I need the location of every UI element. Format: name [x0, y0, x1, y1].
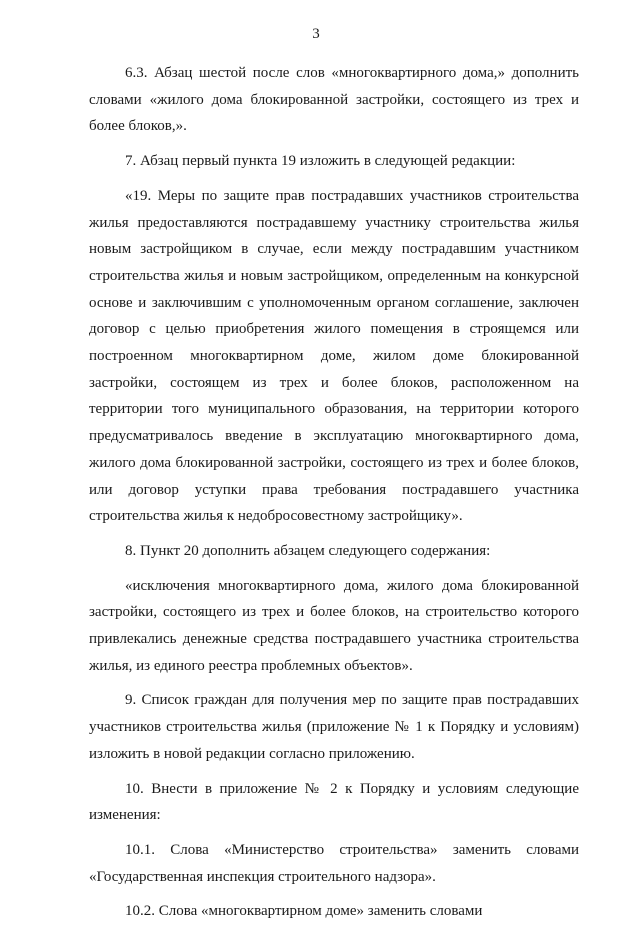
document-body [89, 60, 579, 925]
paragraph-10: 10. Внести в приложение № 2 к Порядку и условиям следующие изменения: [89, 780, 579, 824]
paragraph-10-1: 10.1. Слова «Министерство строительства» заменить словами «Государственная инспекция строительного надзора». [89, 841, 579, 885]
paragraph-7: 7. Абзац первый пункта 19 изложить в следующей редакции: [125, 153, 516, 170]
paragraph-9: 9. Список граждан для получения мер по защите прав пострадавших участников строительства жилья (приложение № 1 к Порядку и условиям) изложить в новой редакции согласно приложению. [89, 692, 579, 762]
paragraph-8: 8. Пункт 20 дополнить абзацем следующего содержания: [125, 542, 491, 559]
paragraph-10-2: 10.2. Слова «многоквартирном доме» заменить словами [125, 903, 483, 920]
paragraph-6-3: 6.3. Абзац шестой после слов «многоквартирного дома,» дополнить словами «жилого дома блокированной застройки, состоящего из трех и более блоков,». [89, 65, 579, 135]
paragraph-7-quote: «19. Меры по защите прав пострадавших участников строительства жилья предоставляются пострадавшему участнику строительства жилья новым застройщиком в случае, если между пострадавшим участником строительства жилья и новым застройщиком, определенным на конкурсной основе и заключившим с уполномоченным органом соглашение, заключен договор с целью приобретения жилого помещения в строящемся или построенном многоквартирном доме, жилом доме блокированной застройки, состоящем из трех и более блоков, расположенном на территории того муниципального образования, на территории которого предусматривалось введение в эксплуатацию многоквартирного дома, жилого дома блокированной застройки, состоящего из трех и более блоков, или договор уступки права требования пострадавшего участника строительства жилья к недобросовестному застройщику». [89, 187, 579, 525]
paragraph-8-quote: «исключения многоквартирного дома, жилого дома блокированной застройки, состоящего из трех и более блоков, на строительство которого привлекались денежные средства пострадавшего участника строительства жилья, из единого реестра проблемных объектов». [89, 577, 579, 674]
page-number: 3 [312, 26, 320, 42]
